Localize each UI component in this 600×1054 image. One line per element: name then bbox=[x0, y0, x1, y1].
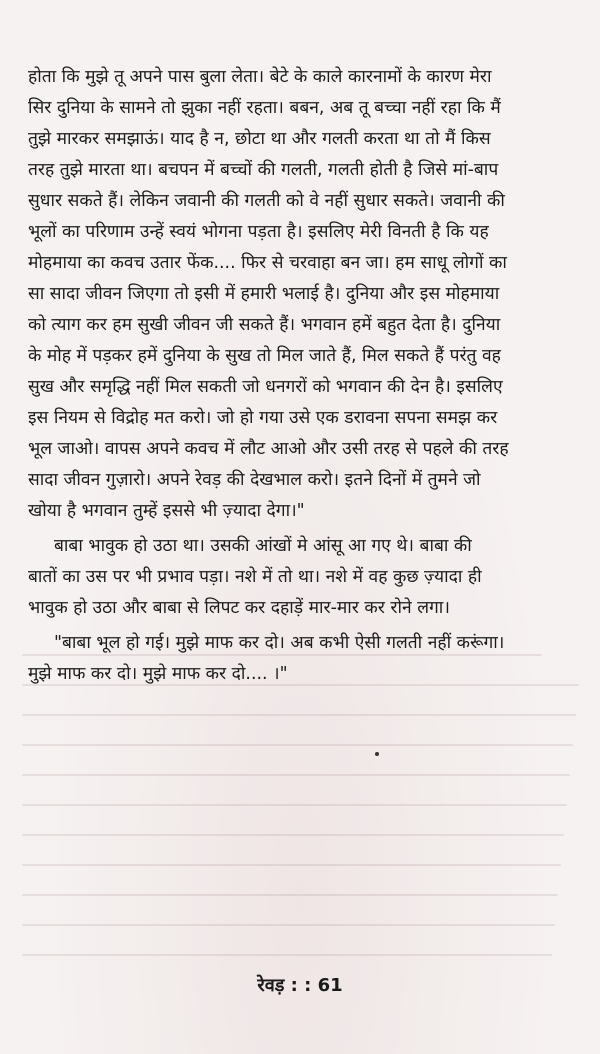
text-line: होता कि मुझे तू अपने पास बुला लेता। बेटे के काले कारनामों के कारण मेरा bbox=[28, 67, 492, 87]
text-line: भूल जाओ। वापस अपने कवच में लौट आओ और उसी तरह से पहले की तरह bbox=[28, 439, 509, 459]
page-footer: रेवड़ : : 61 bbox=[257, 975, 343, 996]
ghost-line bbox=[22, 954, 552, 956]
ghost-line bbox=[22, 924, 555, 926]
text-line: बातों का उस पर भी प्रभाव पड़ा। नशे में तो था। नशे में वह कुछ ज़्यादा ही bbox=[28, 567, 482, 587]
text-line: को त्याग कर हम सुखी जीवन जी सकते हैं। भगवान हमें बहुत देता है। दुनिया bbox=[28, 315, 501, 335]
ghost-line bbox=[22, 864, 561, 866]
ghost-line bbox=[22, 744, 573, 746]
text-line: तुझे मारकर समझाऊं। याद है न, छोटा था और गलती करता था तो मैं किस bbox=[28, 129, 491, 149]
text-line: भावुक हो उठा और बाबा से लिपट कर दहाड़ें मार-मार कर रोने लगा। bbox=[28, 598, 450, 618]
text-line: इस नियम से विद्रोह मत करो। जो हो गया उसे एक डरावना सपना समझ कर bbox=[28, 408, 498, 428]
text-line: "बाबा भूल हो गई। मुझे माफ कर दो। अब कभी ऐसी गलती नहीं करूंगा। bbox=[54, 633, 505, 653]
ghost-line bbox=[22, 894, 558, 896]
ghost-line bbox=[22, 774, 570, 776]
page-body-text bbox=[28, 62, 574, 690]
ghost-line bbox=[22, 834, 564, 836]
text-line: सुधार सकते हैं। लेकिन जवानी की गलती को वे नहीं सुधार सकते। जवानी की bbox=[28, 191, 505, 211]
text-line: सादा जीवन गुज़ारो। अपने रेवड़ की देखभाल करो। इतने दिनों में तुमने जो bbox=[28, 470, 481, 490]
text-line: सुख और समृद्धि नहीं मिल सकती जो धनगरों को भगवान की देन है। इसलिए bbox=[28, 377, 503, 397]
text-line: मोहमाया का कवच उतार फेंक.... फिर से चरवाहा बन जा। हम साधू लोगों का bbox=[28, 253, 507, 273]
text-line: मुझे माफ कर दो। मुझे माफ कर दो.... ।" bbox=[28, 664, 288, 684]
text-line: के मोह में पड़कर हमें दुनिया के सुख तो मिल जाते हैं, मिल सकते हैं परंतु वह bbox=[28, 346, 501, 366]
text-line: तरह तुझे मारता था। बचपन में बच्चों की गलती, गलती होती है जिसे मां-बाप bbox=[28, 160, 499, 180]
text-line: खोया है भगवान तुम्हें इससे भी ज़्यादा देगा।" bbox=[28, 501, 305, 521]
paragraph bbox=[28, 628, 574, 690]
ghost-line bbox=[22, 804, 567, 806]
text-line: सिर दुनिया के सामने तो झुका नहीं रहता। बबन, अब तू बच्चा नहीं रहा कि मैं bbox=[28, 98, 501, 118]
paragraph bbox=[28, 531, 574, 624]
text-line: सा सादा जीवन जिएगा तो इसी में हमारी भलाई है। दुनिया और इस मोहमाया bbox=[28, 284, 500, 304]
paragraph bbox=[28, 62, 574, 527]
ghost-line bbox=[22, 714, 576, 716]
text-line: बाबा भावुक हो उठा था। उसकी आंखों मे आंसू आ गए थे। बाबा की bbox=[54, 536, 472, 556]
text-line: भूलों का परिणाम उन्हें स्वयं भोगना पड़ता है। इसलिए मेरी विनती है कि यह bbox=[28, 222, 489, 242]
stray-ink-dot bbox=[375, 752, 379, 756]
